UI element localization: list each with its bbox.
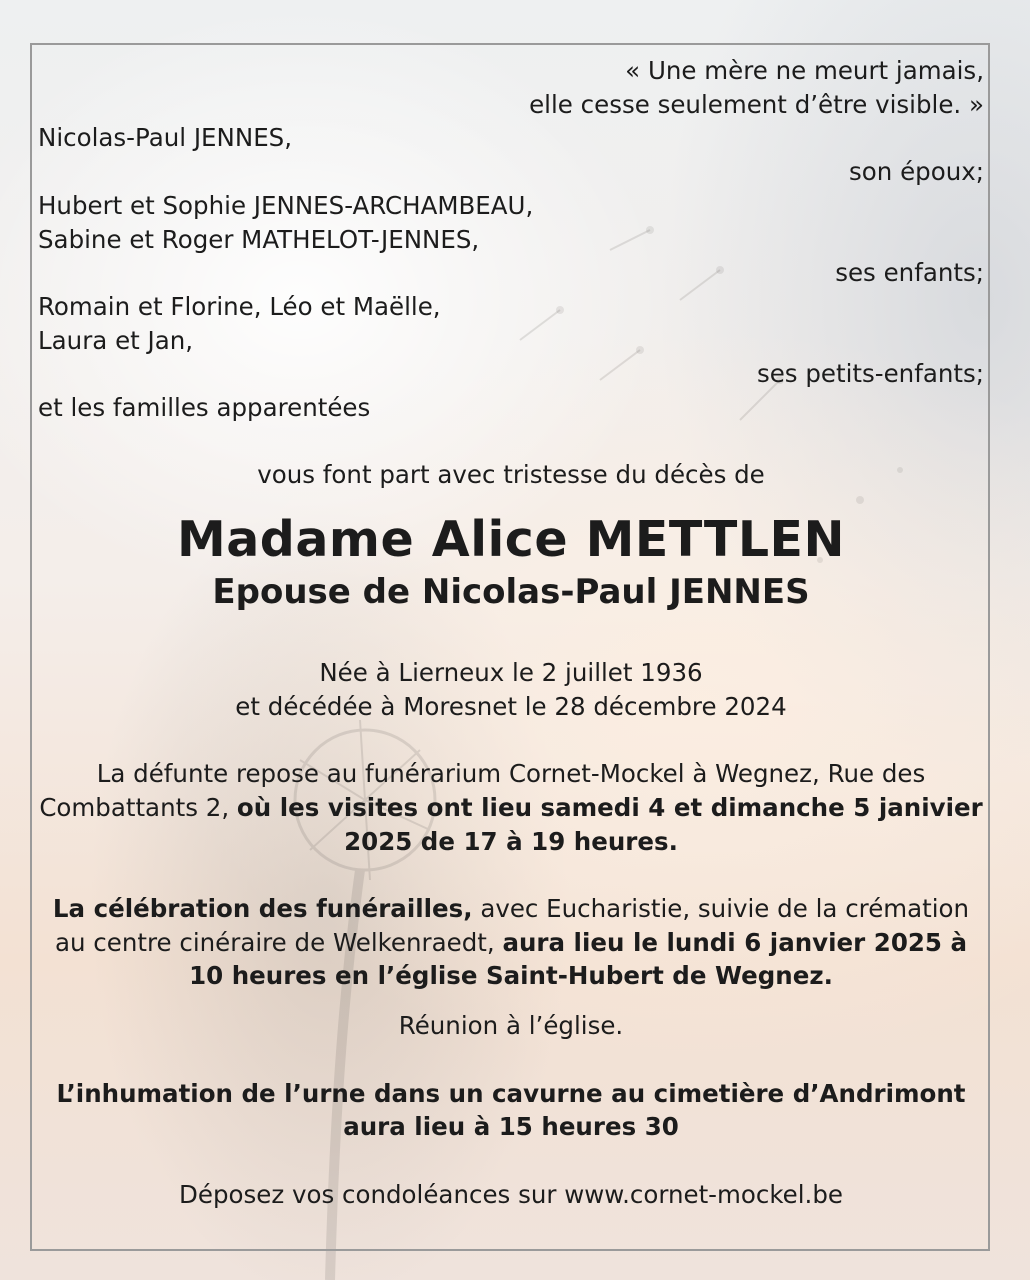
announcement-line: vous font part avec tristesse du décès de [257, 460, 765, 490]
funeral-line-3: 10 heures en l’église Saint-Hubert de Wegnez. [189, 961, 833, 991]
birth-line: Née à Lierneux le 2 juillet 1936 [319, 658, 703, 688]
funeral-line-1-bold: La célébration des funérailles, [52, 894, 473, 924]
funeral-line-1-text: avec Eucharistie, suivie de la crémation [472, 894, 970, 924]
grandchildren-line-2: Laura et Jan, [38, 325, 194, 355]
quote-line-2: elle cesse seulement d’être visible. » [529, 89, 984, 119]
children-role: ses enfants; [835, 258, 984, 288]
grandchildren-role: ses petits-enfants; [756, 359, 984, 389]
death-line: et décédée à Moresnet le 28 décembre 2024 [235, 691, 787, 721]
funeral-line-2-bold: aura lieu le lundi 6 janvier 2025 à [502, 927, 968, 957]
visits-line-1: La défunte repose au funérarium Cornet-Mockel à Wegnez, Rue des [96, 759, 926, 789]
spouse-name: Nicolas-Paul JENNES, [38, 123, 293, 153]
condolences-line: Déposez vos condoléances sur www.cornet-mockel.be [179, 1179, 843, 1209]
visits-paragraph [38, 757, 984, 858]
deceased-name: Madame Alice METTLEN [176, 511, 846, 569]
visits-line-3: 2025 de 17 à 19 heures. [344, 826, 678, 856]
quote-line-1: « Une mère ne meurt jamais, [625, 56, 984, 85]
visits-line-2-bold: où les visites ont lieu samedi 4 et dimanche 5 janivier [236, 792, 983, 822]
grandchildren-line-1: Romain et Florine, Léo et Maëlle, [38, 291, 441, 321]
meeting-line: Réunion à l’église. [398, 1011, 624, 1041]
visits-line-2-text: Combattants 2, [39, 792, 237, 822]
inhumation-line-1: L’inhumation de l’urne dans un cavurne au cimetière d’Andrimont [56, 1078, 966, 1108]
inhumation-line-2: aura lieu à 15 heures 30 [343, 1112, 679, 1142]
inhumation-paragraph [38, 1077, 984, 1144]
spouse-role: son époux; [849, 157, 984, 187]
relatives-line: et les familles apparentées [38, 393, 371, 423]
children-line-2: Sabine et Roger MATHELOT-JENNES, [38, 224, 480, 254]
deceased-subtitle: Epouse de Nicolas-Paul JENNES [212, 572, 810, 613]
obituary-content [38, 54, 984, 1211]
funeral-paragraph [38, 892, 984, 993]
children-line-1: Hubert et Sophie JENNES-ARCHAMBEAU, [38, 190, 534, 220]
funeral-line-2-text: au centre cinéraire de Welkenraedt, [54, 927, 503, 957]
